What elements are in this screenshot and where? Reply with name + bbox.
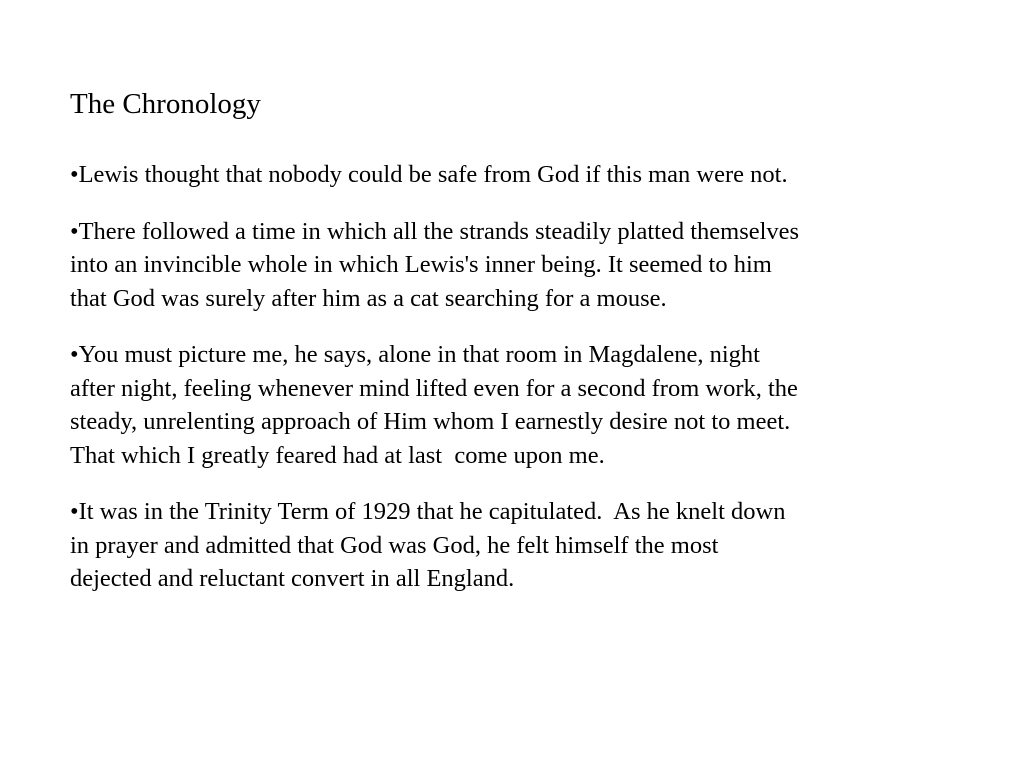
bullet-line <box>70 338 940 372</box>
bullet-line: dejected and reluctant convert in all England. <box>70 565 515 592</box>
bullet-paragraph <box>70 338 940 472</box>
bullet-line <box>70 495 940 529</box>
slide-body <box>70 158 940 619</box>
bullet-paragraph <box>70 158 940 192</box>
bullet-text: It was in the Trinity Term of 1929 that he capitulated. As he knelt down <box>78 498 786 525</box>
bullet-line <box>70 158 940 192</box>
bullet-text: There followed a time in which all the strands steadily platted themselves <box>78 217 800 245</box>
bullet-marker: • <box>70 217 79 245</box>
bullet-line: that God was surely after him as a cat searching for a mouse. <box>70 284 667 312</box>
bullet-marker: • <box>70 341 79 368</box>
bullet-paragraph <box>70 215 940 316</box>
bullet-text: You must picture me, he says, alone in that room in Magdalene, night <box>78 341 760 368</box>
bullet-line: after night, feeling whenever mind lifted even for a second from work, the <box>70 374 798 402</box>
bullet-line: in prayer and admitted that God was God, he felt himself the most <box>70 531 719 559</box>
bullet-line: That which I greatly feared had at last come upon me. <box>70 441 605 469</box>
bullet-line: into an invincible whole in which Lewis's inner being. It seemed to him <box>70 251 772 278</box>
slide-title: The Chronology <box>70 88 261 120</box>
bullet-text: Lewis thought that nobody could be safe from God if this man were not. <box>78 161 788 188</box>
bullet-line <box>70 215 940 249</box>
bullet-marker: • <box>70 161 79 188</box>
bullet-paragraph <box>70 495 940 596</box>
bullet-marker: • <box>70 498 79 525</box>
bullet-line: steady, unrelenting approach of Him whom I earnestly desire not to meet. <box>70 408 791 435</box>
